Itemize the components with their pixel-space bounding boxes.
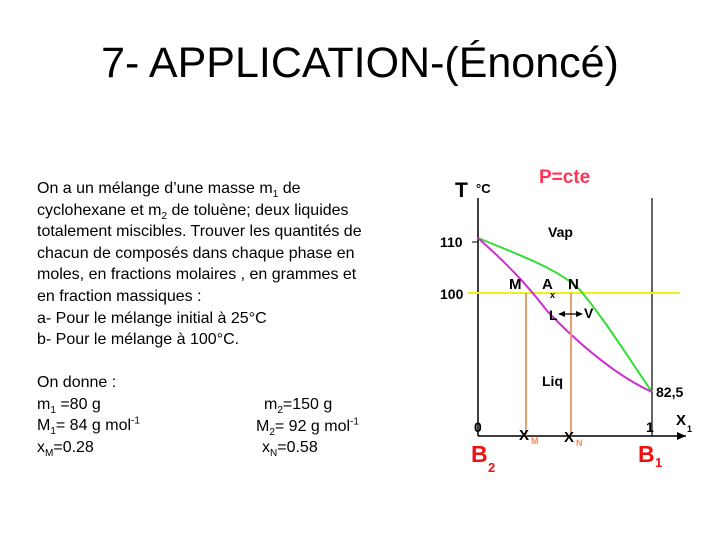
b1-label: B <box>638 441 655 467</box>
t-axis-label: T <box>455 179 468 202</box>
given-M2: $M_2= 92$ g mol$^{-1}$ <box>256 416 359 438</box>
statement-line-8: b- Pour le mélange à 100°C. <box>37 331 240 349</box>
statement-line-2: cyclohexane et $m_2$ de toluène; deux liquides <box>37 201 349 222</box>
statement-line-6: en fraction massiques : <box>37 287 202 305</box>
statement-line-4: chacun de composés dans chaque phase en <box>37 244 355 262</box>
given-m2: $m_2=150$ g <box>264 396 333 417</box>
statement-line-7: a- Pour le mélange initial à 25°C <box>37 309 267 327</box>
slide-title: 7- APPLICATION-(Énoncé) <box>101 39 619 87</box>
given-xN: $x_N=0.58$ <box>262 439 318 460</box>
point-m-label: M <box>509 276 522 293</box>
x-tick-0: 0 <box>474 419 482 435</box>
x-tick-1: 1 <box>646 419 654 435</box>
given-xM: $x_M=0.28$ <box>37 438 94 459</box>
vap-label: Vap <box>548 224 573 240</box>
point-a-label: A <box>542 276 553 293</box>
given-M1: $M_1= 84$ g mol$^{-1}$ <box>37 415 140 438</box>
arrow-right-icon <box>576 311 583 317</box>
liq-label: Liq <box>542 373 563 389</box>
tick-82-5: 82,5 <box>656 384 684 400</box>
statement-line-3: totalement miscibles. Trouver les quantités de <box>37 223 362 241</box>
x1-axis-subscript: 1 <box>687 424 693 434</box>
b2-label: B <box>471 441 488 467</box>
xn-subscript: N <box>576 438 583 448</box>
xm-label: X <box>519 427 530 444</box>
b1-subscript: 1 <box>655 455 663 470</box>
t-unit: °C <box>476 181 491 196</box>
statement-line-1: On a un mélange d’une masse $m_1$ de <box>37 180 301 201</box>
point-n-label: N <box>568 276 579 293</box>
given-m1: $m_1 =80$ g <box>37 395 101 416</box>
point-l-label: L <box>549 307 558 323</box>
b2-subscript: 2 <box>488 460 496 475</box>
xm-subscript: M <box>531 436 539 446</box>
x1-axis-label: X <box>676 412 687 429</box>
pressure-label: P=cte <box>539 167 591 188</box>
tick-110: 110 <box>440 234 463 250</box>
point-a-subscript: x <box>550 290 556 300</box>
arrow-left-icon <box>558 311 565 317</box>
tick-100: 100 <box>440 286 464 302</box>
given-heading: On donne : <box>37 374 117 391</box>
statement-line-5: moles, en fractions molaires , en grammes et <box>37 266 357 284</box>
composition-axis-arrow <box>677 432 686 440</box>
xn-label: X <box>564 429 575 446</box>
point-v-label: V <box>584 305 594 321</box>
